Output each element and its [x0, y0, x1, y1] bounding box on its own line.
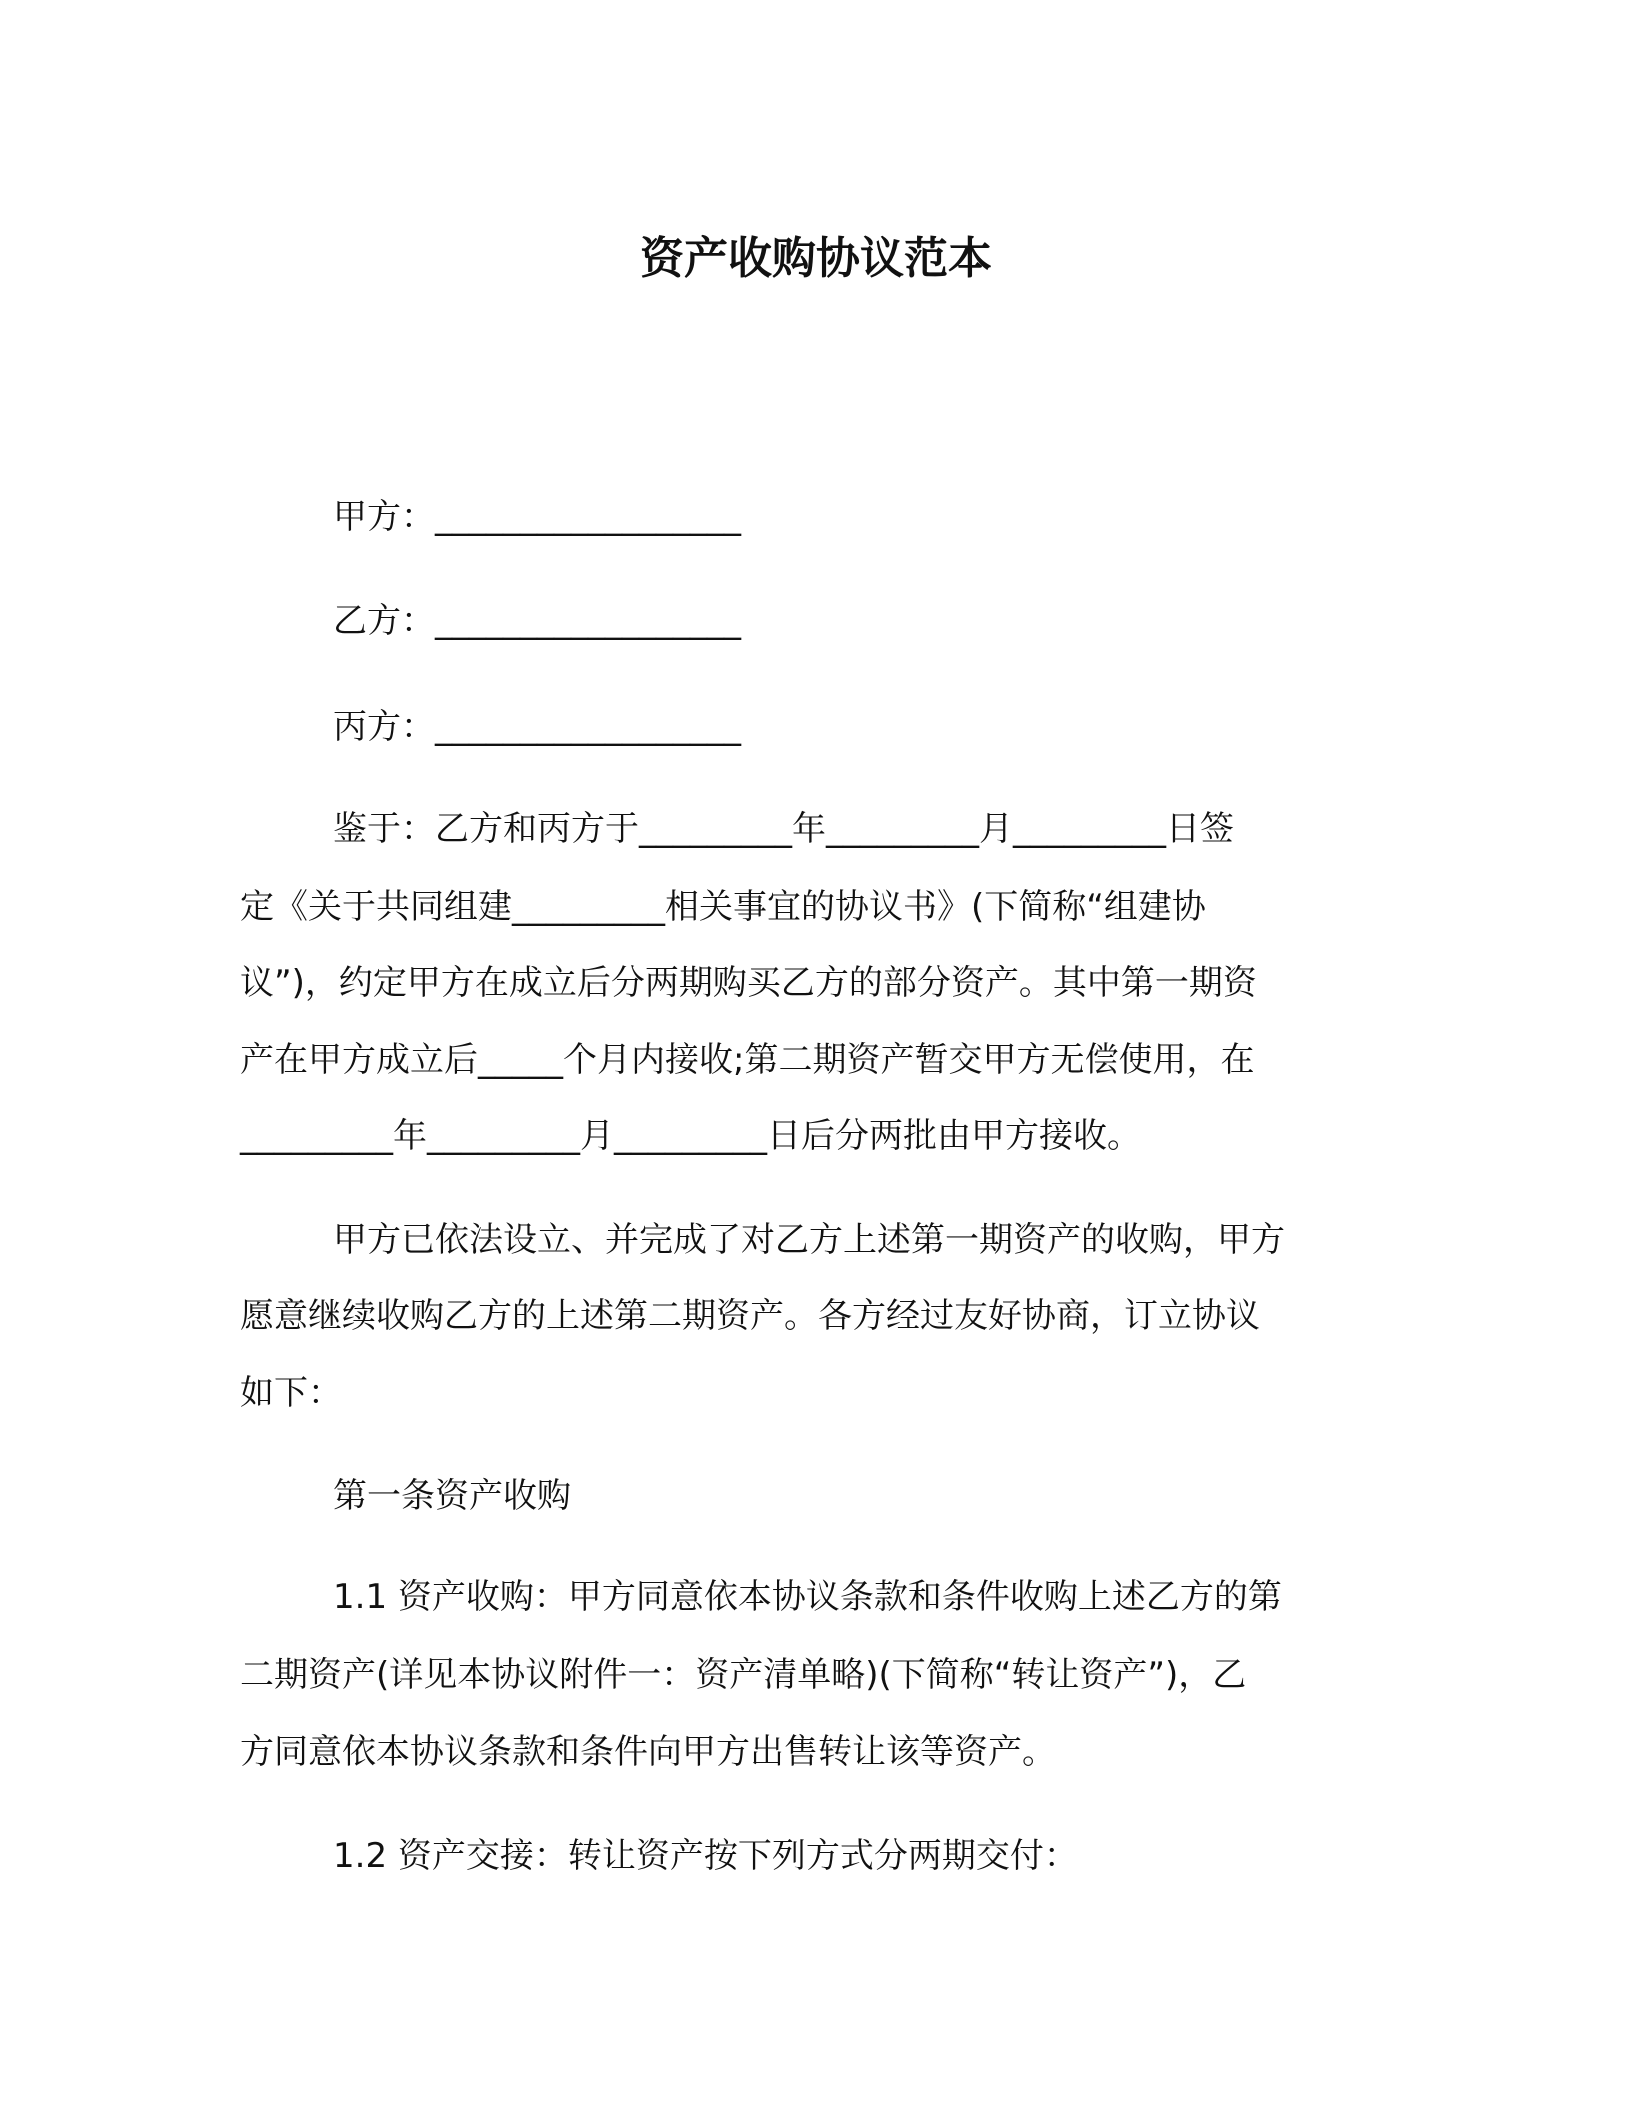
clause-1-1-line: 方同意依本协议条款和条件向甲方出售转让该等资产。: [240, 1732, 1056, 1772]
article-1-heading: 第一条资产收购: [333, 1476, 571, 1516]
recital-line: 鉴于：乙方和丙方于_________年_________月_________日签: [333, 809, 1234, 849]
clause-1-2: 1.2 资产交接：转让资产按下列方式分两期交付：: [333, 1836, 1078, 1876]
party-b-line: 乙方：__________________: [333, 601, 741, 641]
recital-line: _________年_________月_________日后分两批由甲方接收。: [240, 1116, 1141, 1156]
document-title: 资产收购协议范本: [640, 233, 992, 284]
recital-line: 议”)，约定甲方在成立后分两期购买乙方的部分资产。其中第一期资: [240, 963, 1257, 1003]
intro-line: 甲方已依法设立、并完成了对乙方上述第一期资产的收购，甲方: [333, 1220, 1285, 1260]
intro-line: 愿意继续收购乙方的上述第二期资产。各方经过友好协商，订立协议: [240, 1296, 1260, 1336]
party-c-line: 丙方：__________________: [333, 707, 741, 747]
party-a-line: 甲方：__________________: [333, 497, 741, 537]
intro-line: 如下：: [240, 1373, 342, 1413]
clause-1-1-line: 二期资产(详见本协议附件一：资产清单略)(下简称“转让资产”)，乙: [240, 1655, 1247, 1695]
recital-line: 定《关于共同组建_________相关事宜的协议书》(下简称“组建协: [240, 887, 1206, 927]
clause-1-1-line: 1.1 资产收购：甲方同意依本协议条款和条件收购上述乙方的第: [333, 1577, 1282, 1617]
recital-line: 产在甲方成立后_____个月内接收;第二期资产暂交甲方无偿使用，在: [240, 1040, 1255, 1080]
